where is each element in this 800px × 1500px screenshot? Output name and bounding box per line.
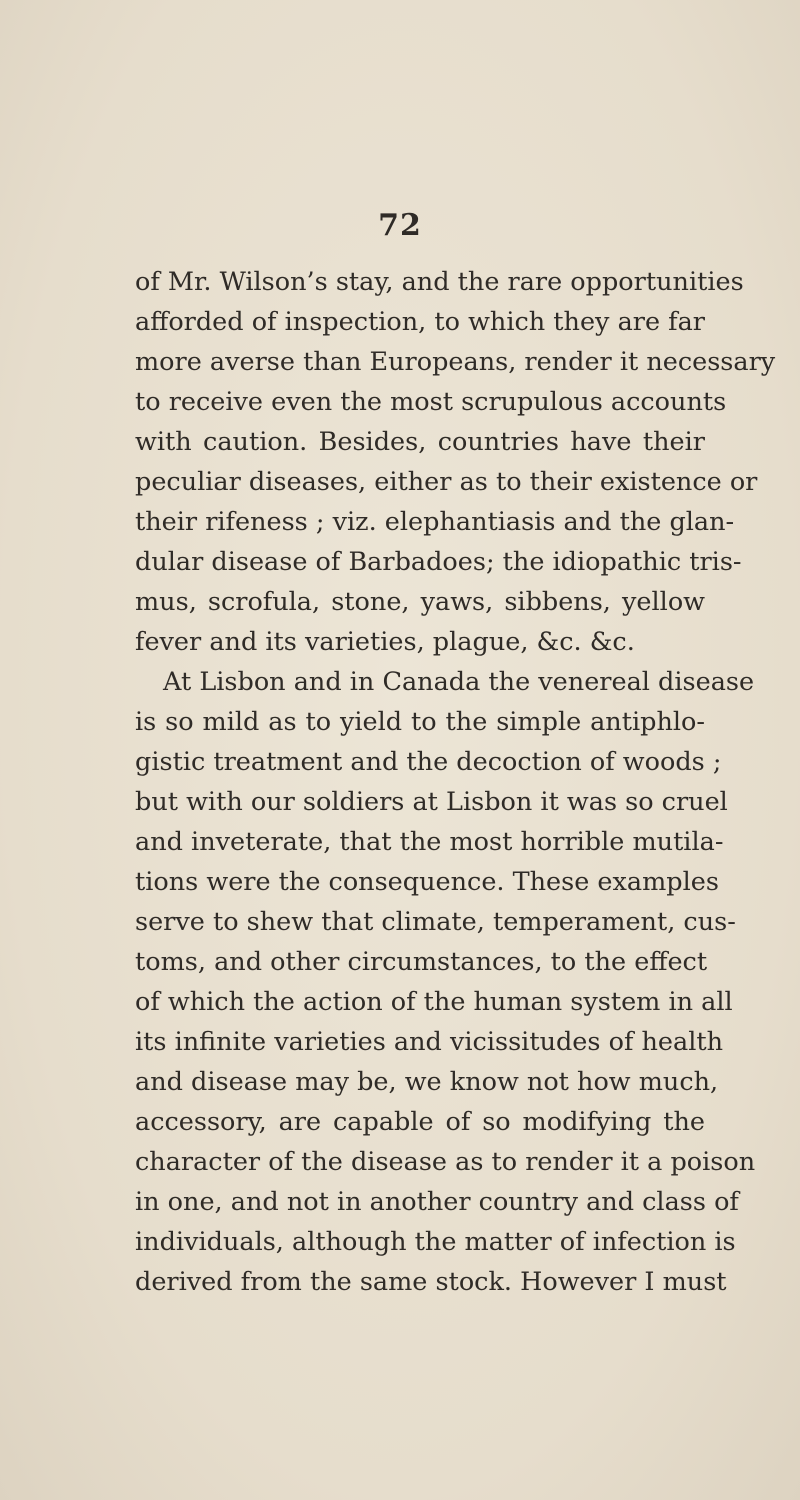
body-text: [135, 262, 776, 1302]
text-line: accessory, are capable of so modifying the: [135, 1107, 705, 1137]
text-line: At Lisbon and in Canada the venereal disease: [163, 667, 755, 697]
text-line: of Mr. Wilson’s stay, and the rare opportunities: [135, 267, 744, 297]
text-line: of which the action of the human system in all: [135, 987, 733, 1017]
text-line: in one, and not in another country and class of: [135, 1187, 739, 1217]
text-line: is so mild as to yield to the simple antiphlo-: [135, 707, 705, 737]
text-line: with caution. Besides, countries have their: [135, 427, 705, 457]
text-line: dular disease of Barbadoes; the idiopathic tris-: [135, 547, 742, 577]
text-line: toms, and other circumstances, to the effect: [135, 947, 708, 977]
page-number: 72: [378, 208, 422, 243]
text-line: and inveterate, that the most horrible mutila-: [135, 827, 724, 857]
text-line: character of the disease as to render it a poison: [135, 1147, 756, 1177]
text-line: fever and its varieties, plague, &c. &c.: [135, 627, 635, 657]
text-line: individuals, although the matter of infection is: [135, 1227, 736, 1257]
text-line: peculiar diseases, either as to their existence or: [135, 467, 758, 497]
text-line: afforded of inspection, to which they are far: [135, 307, 705, 337]
text-line: tions were the consequence. These examples: [135, 867, 719, 897]
text-line: but with our soldiers at Lisbon it was so cruel: [135, 787, 728, 817]
text-line: gistic treatment and the decoction of woods ;: [135, 747, 722, 777]
text-line: mus, scrofula, stone, yaws, sibbens, yellow: [135, 587, 705, 617]
text-line: their rifeness ; viz. elephantiasis and the glan-: [135, 507, 735, 537]
text-line: to receive even the most scrupulous accounts: [135, 387, 727, 417]
text-line: and disease may be, we know not how much,: [135, 1067, 719, 1097]
text-line: its infinite varieties and vicissitudes of health: [135, 1027, 724, 1057]
text-line: serve to shew that climate, temperament, cus-: [135, 907, 736, 937]
text-line: derived from the same stock. However I must: [135, 1267, 727, 1297]
text-line: more averse than Europeans, render it necessary: [135, 347, 776, 377]
